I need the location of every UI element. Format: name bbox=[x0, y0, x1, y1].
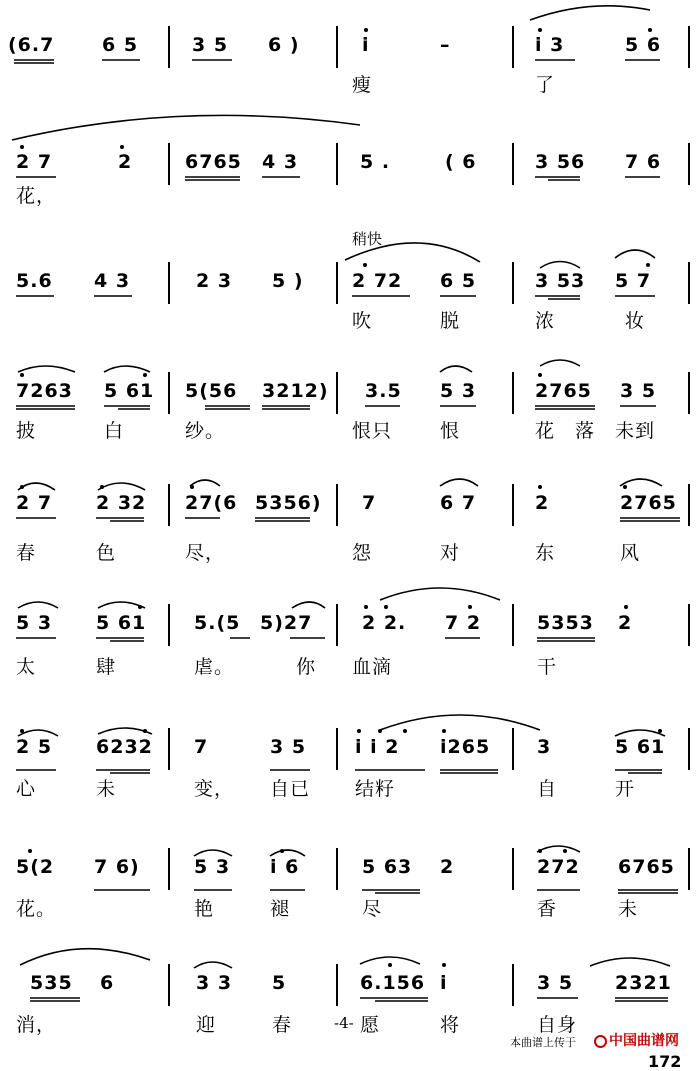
lyric: 恨只 bbox=[352, 420, 393, 442]
octave-dot bbox=[364, 605, 368, 609]
notation: 2 7 bbox=[16, 492, 53, 514]
octave-dot bbox=[120, 145, 124, 149]
notation: 7 bbox=[194, 736, 209, 758]
beam-underline bbox=[360, 998, 428, 1001]
notation: i i 2 bbox=[355, 736, 400, 758]
octave-dot bbox=[100, 485, 104, 489]
notation: 272 bbox=[537, 856, 580, 878]
lyric: 未 bbox=[96, 778, 117, 800]
page-label: -4- bbox=[334, 1014, 354, 1032]
notation: 27(6 bbox=[185, 492, 238, 514]
notation: 6 5 bbox=[102, 34, 139, 56]
lyric: 落 bbox=[575, 420, 596, 442]
notation: 5 ) bbox=[272, 270, 304, 292]
slur bbox=[20, 949, 150, 965]
slur bbox=[540, 360, 580, 366]
octave-dot bbox=[624, 605, 628, 609]
lyric: 尽 bbox=[362, 898, 383, 920]
lyric: 自 bbox=[537, 778, 558, 800]
octave-dot bbox=[143, 729, 147, 733]
slur bbox=[18, 602, 58, 608]
octave-dot bbox=[20, 145, 24, 149]
notation: 6 bbox=[100, 972, 115, 994]
lyric: 结籽 bbox=[355, 778, 396, 800]
notation: i bbox=[362, 34, 370, 56]
beam-underline bbox=[104, 406, 150, 409]
beam-underline bbox=[96, 770, 150, 773]
notation: 5 61 bbox=[615, 736, 666, 758]
beam-underline bbox=[535, 406, 595, 409]
beam-underline bbox=[620, 518, 680, 521]
octave-dot bbox=[623, 485, 627, 489]
notation: 5353 bbox=[537, 612, 594, 634]
slur bbox=[345, 243, 480, 262]
lyric: 消， bbox=[16, 1014, 57, 1036]
notation: 5 63 bbox=[362, 856, 413, 878]
lyric: 未 bbox=[618, 898, 639, 920]
notation: 5)27 bbox=[260, 612, 313, 634]
slur bbox=[270, 850, 305, 856]
beam-underline bbox=[615, 998, 668, 1001]
octave-dot bbox=[538, 485, 542, 489]
lyric: 恨 bbox=[440, 420, 461, 442]
octave-dot bbox=[28, 849, 32, 853]
notation: 6.156 bbox=[360, 972, 426, 994]
slur bbox=[18, 730, 58, 736]
notation: 7263 bbox=[16, 380, 73, 402]
notation: ( 6 bbox=[445, 151, 477, 173]
lyric: 脱 bbox=[440, 310, 461, 332]
notation: 7 6) bbox=[94, 856, 140, 878]
notation: – bbox=[440, 34, 451, 56]
lyric: 了 bbox=[535, 74, 556, 96]
slur bbox=[380, 588, 500, 600]
notation: 3 bbox=[537, 736, 552, 758]
slur bbox=[380, 715, 540, 730]
notation: 2765 bbox=[620, 492, 677, 514]
notation: 6765 bbox=[185, 151, 242, 173]
slur bbox=[292, 602, 325, 608]
slur bbox=[540, 262, 580, 269]
lyric: 虐。 bbox=[194, 656, 235, 678]
notation: 3 5 bbox=[620, 380, 657, 402]
lyric: 未到 bbox=[615, 420, 656, 442]
slur bbox=[12, 115, 360, 140]
octave-dot bbox=[20, 373, 24, 377]
notation: 7 bbox=[362, 492, 377, 514]
site-logo bbox=[594, 1030, 679, 1050]
slur bbox=[18, 366, 75, 372]
octave-dot bbox=[538, 373, 542, 377]
lyric: 花， bbox=[16, 185, 57, 207]
notation: 2 2. bbox=[362, 612, 407, 634]
notation: 5.6 bbox=[16, 270, 53, 292]
notation: i265 bbox=[440, 736, 491, 758]
lyric: 自身 bbox=[537, 1014, 578, 1036]
notation: 3 56 bbox=[535, 151, 586, 173]
lyric: 风 bbox=[620, 542, 641, 564]
lyric: 肆 bbox=[96, 656, 117, 678]
octave-dot bbox=[364, 28, 368, 32]
notation: 5 3 bbox=[16, 612, 53, 634]
lyric: 花 bbox=[535, 420, 556, 442]
notation: 3 5 bbox=[192, 34, 229, 56]
beam-underline bbox=[535, 177, 580, 180]
slur bbox=[194, 962, 232, 968]
lyric: 你 bbox=[296, 656, 317, 678]
beam-underline bbox=[440, 770, 498, 773]
notation: 2 5 bbox=[16, 736, 53, 758]
notation: 4 3 bbox=[262, 151, 299, 173]
page-number: 172 bbox=[648, 1052, 682, 1071]
lyric: 太 bbox=[16, 656, 37, 678]
notation: 6765 bbox=[618, 856, 675, 878]
lyric: 褪 bbox=[270, 898, 291, 920]
notation: 5 bbox=[272, 972, 287, 994]
notation: 3 5 bbox=[537, 972, 574, 994]
lyric: 春 bbox=[16, 542, 37, 564]
site-name: 中国曲谱网 bbox=[609, 1033, 679, 1049]
lyric: 开 bbox=[615, 778, 636, 800]
octave-dot bbox=[280, 849, 284, 853]
lyric: 自已 bbox=[270, 778, 311, 800]
octave-dot bbox=[538, 849, 542, 853]
site-logo-icon bbox=[594, 1035, 607, 1048]
slur bbox=[440, 479, 478, 486]
octave-dot bbox=[658, 729, 662, 733]
page-footer bbox=[0, 1010, 700, 1071]
beam-underline bbox=[185, 177, 240, 180]
notation: 2 bbox=[535, 492, 550, 514]
notation: 5 3 bbox=[194, 856, 231, 878]
octave-dot bbox=[363, 263, 367, 267]
notation: 2 bbox=[440, 856, 455, 878]
upload-credit: 本曲谱上传于 bbox=[510, 1036, 576, 1049]
octave-dot bbox=[538, 28, 542, 32]
lyric: 怨 bbox=[352, 542, 373, 564]
slur bbox=[98, 483, 145, 490]
notation: 6 7 bbox=[440, 492, 477, 514]
notation: 5356) bbox=[255, 492, 322, 514]
notation: 2 3 bbox=[196, 270, 233, 292]
lyric: 瘦 bbox=[352, 74, 373, 96]
slur bbox=[530, 6, 650, 20]
notation: 2 72 bbox=[352, 270, 403, 292]
tempo-mark: 稍快 bbox=[352, 230, 383, 248]
slur bbox=[590, 958, 670, 966]
octave-dot bbox=[378, 729, 382, 733]
beam-underline bbox=[255, 518, 310, 521]
notation: 5 3 bbox=[440, 380, 477, 402]
beam-underline bbox=[205, 406, 250, 409]
slur bbox=[190, 480, 220, 486]
lyric: 香 bbox=[537, 898, 558, 920]
notation: 5 6 bbox=[625, 34, 662, 56]
beam-underline bbox=[14, 60, 54, 63]
notation: i bbox=[440, 972, 448, 994]
slur bbox=[194, 850, 232, 856]
octave-dot bbox=[646, 263, 650, 267]
notation: 5(2 bbox=[16, 856, 55, 878]
lyric: 东 bbox=[535, 542, 556, 564]
notation: 5.(5 bbox=[194, 612, 241, 634]
notation: 5(56 bbox=[185, 380, 238, 402]
notation: 7 6 bbox=[625, 151, 662, 173]
notation: 2 bbox=[618, 612, 633, 634]
notation: 5 7 bbox=[615, 270, 652, 292]
notation: 4 3 bbox=[94, 270, 131, 292]
beam-underline bbox=[96, 638, 144, 641]
notation: 2321 bbox=[615, 972, 672, 994]
notation: 535 bbox=[30, 972, 73, 994]
beam-underline bbox=[537, 638, 595, 641]
octave-dot bbox=[468, 605, 472, 609]
notation: 3 3 bbox=[196, 972, 233, 994]
notation: 6 ) bbox=[268, 34, 300, 56]
notation: i 3 bbox=[535, 34, 565, 56]
octave-dot bbox=[190, 485, 194, 489]
beam-underline bbox=[30, 998, 80, 1001]
beam-underline bbox=[262, 406, 310, 409]
notation: 7 2 bbox=[445, 612, 482, 634]
lyric: 吹 bbox=[352, 310, 373, 332]
lyric: 妆 bbox=[625, 310, 646, 332]
beam-underline bbox=[362, 890, 420, 893]
lyric: 春 bbox=[272, 1014, 293, 1036]
slur bbox=[98, 602, 145, 608]
slur bbox=[440, 366, 472, 372]
notation: 2 bbox=[118, 151, 133, 173]
lyric: 干 bbox=[537, 656, 558, 678]
lyric: 纱。 bbox=[185, 420, 226, 442]
slur bbox=[537, 846, 580, 852]
notation: 2765 bbox=[535, 380, 592, 402]
notation: 3 5 bbox=[270, 736, 307, 758]
beam-underline bbox=[96, 518, 144, 521]
notation: 5 . bbox=[360, 151, 391, 173]
lyric: 迎 bbox=[196, 1014, 217, 1036]
beam-underline bbox=[615, 770, 662, 773]
notation: 5 61 bbox=[104, 380, 155, 402]
octave-dot bbox=[388, 963, 392, 967]
beam-underline bbox=[618, 890, 678, 893]
notation: 6232 bbox=[96, 736, 153, 758]
slur bbox=[615, 730, 665, 736]
lyric: 白 bbox=[104, 420, 125, 442]
notation: (6.7 bbox=[8, 34, 55, 56]
lyric: 花。 bbox=[16, 898, 57, 920]
notation: 2 32 bbox=[96, 492, 147, 514]
notation: i 6 bbox=[270, 856, 300, 878]
lyric: 将 bbox=[440, 1014, 461, 1036]
octave-dot bbox=[20, 485, 24, 489]
beam-underline bbox=[535, 296, 580, 299]
notation: 2 7 bbox=[16, 151, 53, 173]
lyric: 愿 bbox=[360, 1014, 381, 1036]
lyric: 艳 bbox=[194, 898, 215, 920]
beam-underline bbox=[16, 406, 75, 409]
notation: 3 53 bbox=[535, 270, 586, 292]
notation: 3.5 bbox=[365, 380, 402, 402]
lyric: 心 bbox=[16, 778, 37, 800]
octave-dot bbox=[384, 605, 388, 609]
octave-dot bbox=[20, 729, 24, 733]
lyric: 对 bbox=[440, 542, 461, 564]
slur bbox=[620, 479, 662, 486]
octave-dot bbox=[442, 729, 446, 733]
slur bbox=[360, 957, 420, 964]
notation: 3212) bbox=[262, 380, 329, 402]
lyric: 色 bbox=[96, 542, 117, 564]
slur bbox=[615, 250, 655, 258]
octave-dot bbox=[442, 963, 446, 967]
lyric: 尽， bbox=[185, 542, 226, 564]
notation: 6 5 bbox=[440, 270, 477, 292]
octave-dot bbox=[648, 28, 652, 32]
octave-dot bbox=[563, 849, 567, 853]
slur bbox=[104, 366, 150, 372]
notation: 5 61 bbox=[96, 612, 147, 634]
lyric: 血滴 bbox=[352, 656, 393, 678]
octave-dot bbox=[357, 729, 361, 733]
octave-dot bbox=[143, 373, 147, 377]
octave-dot bbox=[403, 729, 407, 733]
lyric: 变， bbox=[194, 778, 235, 800]
lyric: 披 bbox=[16, 420, 37, 442]
lyric: 浓 bbox=[535, 310, 556, 332]
octave-dot bbox=[138, 605, 142, 609]
